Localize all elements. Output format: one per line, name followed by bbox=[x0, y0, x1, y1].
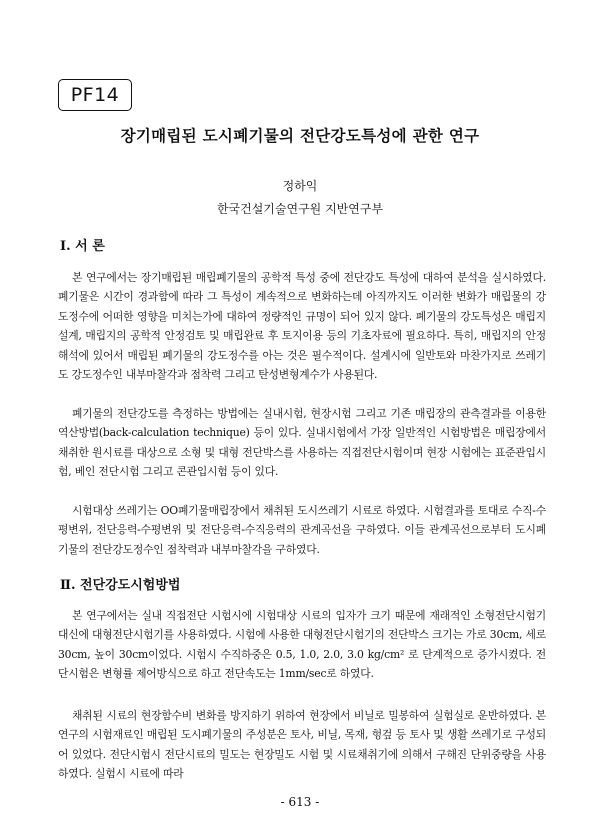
section-heading-introduction: Ⅰ. 서 론 bbox=[60, 239, 105, 254]
page-number: - 613 - bbox=[280, 795, 320, 809]
paragraph: 폐기물의 전단강도를 측정하는 방법에는 실내시험, 현장시험 그리고 기존 매립장의 관측결과를 이용한 역산방법(back-calculation technique) 등이 있다. 실내시험에서 가장 일반적인 시험방법은 매립장에서 채취한 원시료를 대상으로 소형 및 대형 전단박스를 사용하는 직접전단시험이며 현장 시험에는 표준관입시험, 베인 전단시험 그리고 콘관입시험 등이 있다. bbox=[58, 407, 546, 479]
section-heading-test-method: Ⅱ. 전단강도시험방법 bbox=[60, 578, 181, 593]
author-name: 정하익 bbox=[282, 179, 318, 193]
paper-code-box: PF14 bbox=[58, 79, 132, 111]
paragraph: 본 연구에서는 실내 직접전단 시험시에 시험대상 시료의 입자가 크기 때문에 재래적인 소형전단시험기 대신에 대형전단시험기를 사용하였다. 시험에 사용한 대형전단시험기의 전단박스 크기는 가로 30cm, 세로 30cm, 높이 30cm이었다. 시험시 수직하중은 0.5, 1.0, 2.0, 3.0 kg/cm² 로 단계적으로 증가시켰다. 전단시험은 변형률 제어방식으로 하고 전단속도는 1mm/sec로 하였다. bbox=[58, 609, 546, 681]
paragraph: 본 연구에서는 장기매립된 매립폐기물의 공학적 특성 중에 전단강도 특성에 대하여 분석을 실시하였다. 폐기물은 시간이 경과함에 따라 그 특성이 계속적으로 변화하는데 아직까지도 이러한 변화가 매립물의 강도정수에 어떠한 영향을 미치는가에 대하여 정량적인 규명이 되어 있지 않다. 폐기물의 강도특성은 매립지 설계, 매립지의 공학적 안정검토 및 매립완료 후 토지이용 등의 기초자료에 필요하다. 특히, 매립지의 안정해석에 있어서 매립된 폐기물의 강도정수를 아는 것은 필수적이다. 설계시에 일반토와 마찬가지로 쓰레기도 강도정수인 내부마찰각과 점착력 그리고 탄성변형계수가 사용된다. bbox=[58, 271, 546, 382]
paper-title: 장기매립된 도시폐기물의 전단강도특성에 관한 연구 bbox=[120, 126, 480, 145]
paragraph: 시험대상 쓰레기는 OO폐기물매립장에서 채취된 도시쓰레기 시료로 하였다. 시험결과를 토대로 수직-수평변위, 전단응력-수평변위 및 전단응력-수직응력의 관계곡선을 구하였다. 이들 관계곡선으로부터 도시폐기물의 전단강도정수인 점착력과 내부마찰각을 구하였다. bbox=[58, 504, 546, 556]
author-affiliation: 한국건설기술연구원 지반연구부 bbox=[216, 202, 384, 216]
paragraph: 채취된 시료의 현장함수비 변화를 방지하기 위하여 현장에서 비닐로 밀봉하여 실험실로 운반하였다. 본 연구의 시험재료인 매립된 도시폐기물의 주성분은 토사, 비닐, 목재, 헝겊 등 토사 및 생활 쓰레기로 구성되어 있었다. 전단시험시 전단시료의 밀도는 현장밀도 시험 및 시료채취기에 의해서 구해진 단위중량을 사용하였다. 실험시 시료에 따라 bbox=[58, 709, 546, 781]
